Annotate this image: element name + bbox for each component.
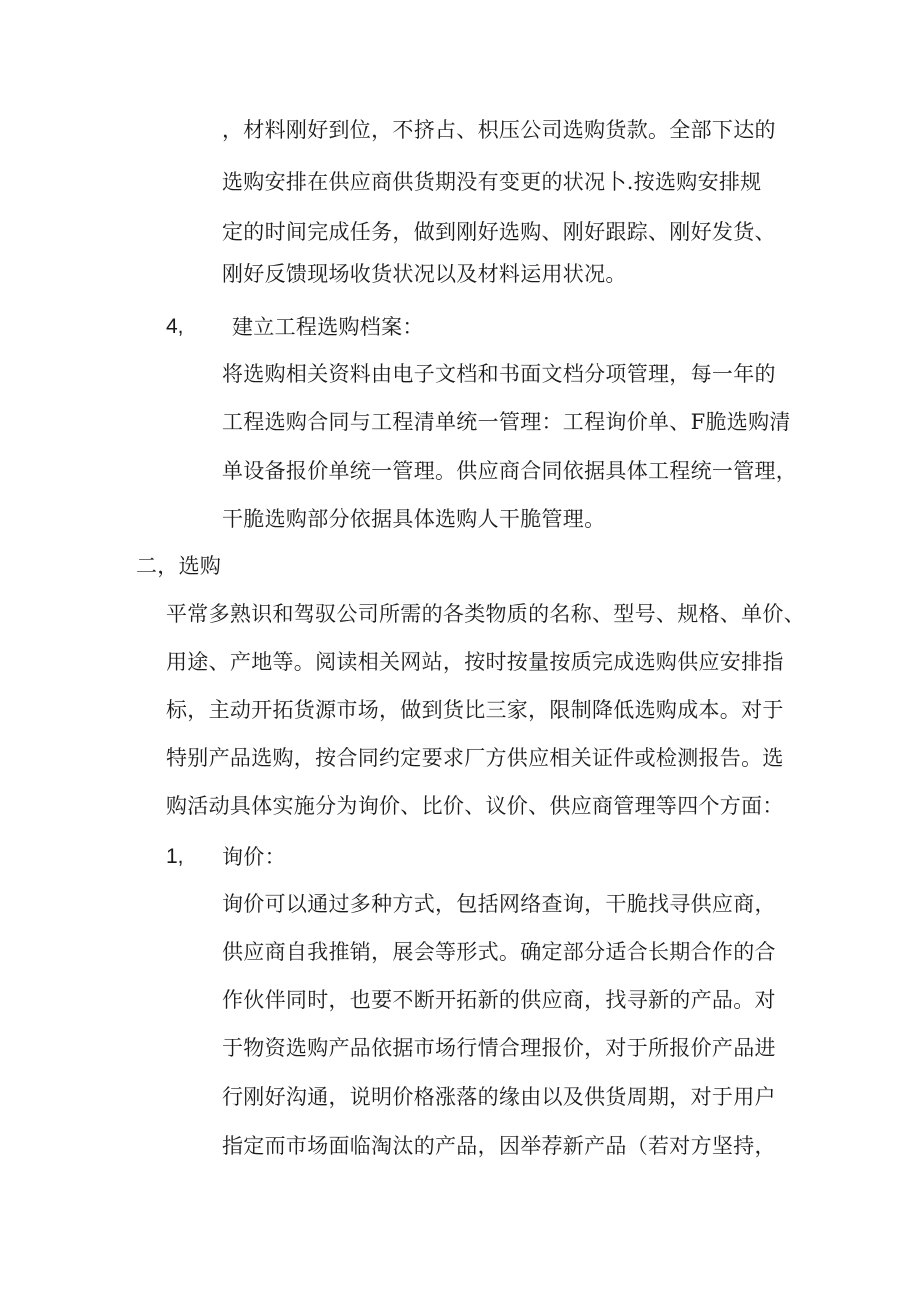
paragraph-line: 定的时间完成任务，做到刚好选购、刚好跟踪、刚好发货、 [222, 220, 776, 244]
section-heading: 二，选购 [136, 554, 222, 578]
paragraph-line: 干脆选购部分依据具体选购人干脆管理。 [222, 507, 606, 531]
paragraph-line: 刚好反馈现场收货状况以及材料运用状况。 [222, 262, 627, 286]
paragraph-line: 将选购相关资料由电子文档和书面文档分项管理，每一年的 [222, 362, 776, 386]
paragraph-line: 用途、产地等。阅读相关网站，按时按量按质完成选购供应安排指 [166, 650, 784, 674]
paragraph-line: 于物资选购产品依据市场行情合理报价，对于所报价产品进 [222, 1036, 776, 1060]
paragraph-line: 供应商自我推销，展会等形式。确定部分适合长期合作的合 [222, 940, 776, 964]
list-number: 1, [166, 845, 184, 868]
paragraph-line: 行刚好沟通，说明价格涨落的缘由以及供货周期，对于用户 [222, 1085, 776, 1109]
list-heading: 建立工程选购档案： [232, 315, 424, 339]
paragraph-line: 询价可以通过多种方式，包括网络查询，干脆找寻供应商， [222, 892, 776, 916]
list-number: 4, [166, 315, 184, 338]
paragraph-line: 指定而市场面临淘汰的产品，因举荐新产品（若对方坚持， [222, 1134, 776, 1158]
paragraph-line: 单设备报价单统一管理。供应商合同依据具体工程统一管理， [222, 459, 798, 483]
paragraph-line: 标，主动开拓货源市场，做到货比三家，限制降低选购成本。对于 [166, 698, 784, 722]
paragraph-line: 作伙伴同时，也要不断开拓新的供应商，找寻新的产品。对 [222, 988, 776, 1012]
paragraph-line: 工程选购合同与工程清单统一管理：工程询价单、F脆选购清 [222, 410, 791, 434]
paragraph-line: ，材料刚好到位，不挤占、枳压公司选购货款。全部下达的 [222, 118, 776, 142]
list-heading: 询价： [222, 845, 286, 869]
paragraph-line: 购活动具体实施分为询价、比价、议价、供应商管理等四个方面： [166, 794, 784, 818]
paragraph-line: 特别产品选购，按合同约定要求厂方供应相关证件或检测报告。选 [166, 746, 784, 770]
paragraph-line: 平常多熟识和驾驭公司所需的各类物质的名称、型号、规格、单价、 [166, 602, 805, 626]
paragraph-line: 选购安排在供应商供货期没有变更的状况卜.按选购安排规 [222, 170, 762, 194]
